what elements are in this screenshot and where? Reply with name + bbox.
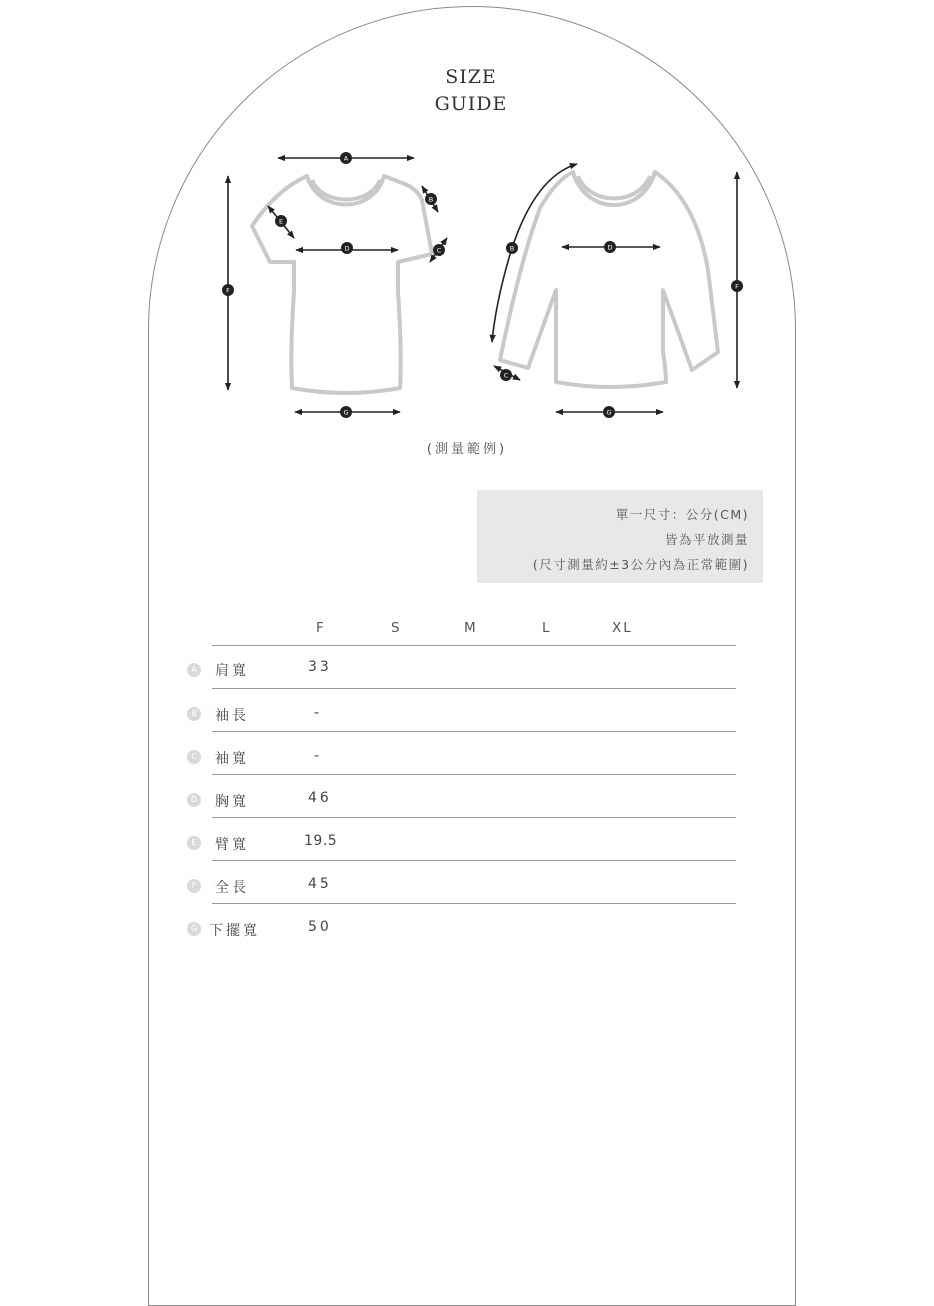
row-value-f: 46	[308, 790, 332, 806]
row-divider	[212, 774, 736, 775]
title-line-2: GUIDE	[434, 93, 508, 115]
row-badge: C	[187, 750, 201, 764]
svg-text:B: B	[509, 244, 515, 253]
svg-text:G: G	[606, 408, 612, 417]
svg-text:A: A	[343, 154, 349, 163]
row-divider	[212, 688, 736, 689]
row-divider	[212, 731, 736, 732]
svg-text:G: G	[343, 408, 349, 417]
row-badge: B	[187, 707, 201, 721]
row-badge: G	[187, 922, 201, 936]
row-badge: E	[187, 836, 201, 850]
table-row	[0, 903, 934, 945]
table-row	[0, 774, 934, 816]
row-divider	[212, 860, 736, 861]
row-badge: D	[187, 793, 201, 807]
row-value-f: -	[314, 748, 323, 764]
svg-text:B: B	[428, 195, 434, 204]
svg-text:E: E	[278, 217, 284, 226]
table-row	[0, 688, 934, 730]
row-badge: F	[187, 879, 201, 893]
row-badge: A	[187, 663, 201, 677]
table-row	[0, 817, 934, 859]
row-value-f: 33	[308, 659, 332, 675]
row-label: 下擺寬	[209, 923, 260, 939]
row-label: 胸寬	[215, 794, 249, 810]
row-value-f: -	[314, 705, 323, 721]
row-divider	[212, 817, 736, 818]
size-header-l: L	[542, 620, 552, 636]
row-label: 臂寬	[215, 837, 249, 853]
row-label: 袖寬	[215, 751, 249, 767]
note-unit: 單一尺寸：公分(CM)	[615, 507, 749, 522]
table-row	[0, 731, 934, 773]
table-row	[0, 860, 934, 902]
row-divider	[212, 903, 736, 904]
table-row	[0, 645, 934, 687]
size-header-xl: XL	[612, 620, 633, 636]
svg-text:D: D	[607, 243, 613, 252]
size-header-m: M	[464, 620, 478, 636]
row-divider	[212, 645, 736, 646]
size-header-s: S	[391, 620, 402, 636]
svg-text:F: F	[735, 282, 739, 291]
svg-text:C: C	[436, 246, 442, 255]
diagram-caption: (測量範例)	[426, 442, 508, 457]
row-label: 肩寬	[215, 663, 249, 679]
svg-text:F: F	[226, 286, 230, 295]
row-value-f: 19.5	[304, 833, 338, 849]
note-method: 皆為平放測量	[664, 532, 749, 547]
row-value-f: 45	[308, 876, 332, 892]
svg-text:C: C	[503, 371, 509, 380]
title-line-1: SIZE	[445, 66, 497, 88]
row-label: 袖長	[215, 708, 249, 724]
size-header-f: F	[316, 620, 326, 636]
row-value-f: 50	[308, 919, 332, 935]
svg-text:D: D	[344, 244, 350, 253]
note-tolerance: (尺寸測量約±3公分內為正常範圍)	[532, 557, 749, 572]
row-label: 全長	[215, 880, 249, 896]
